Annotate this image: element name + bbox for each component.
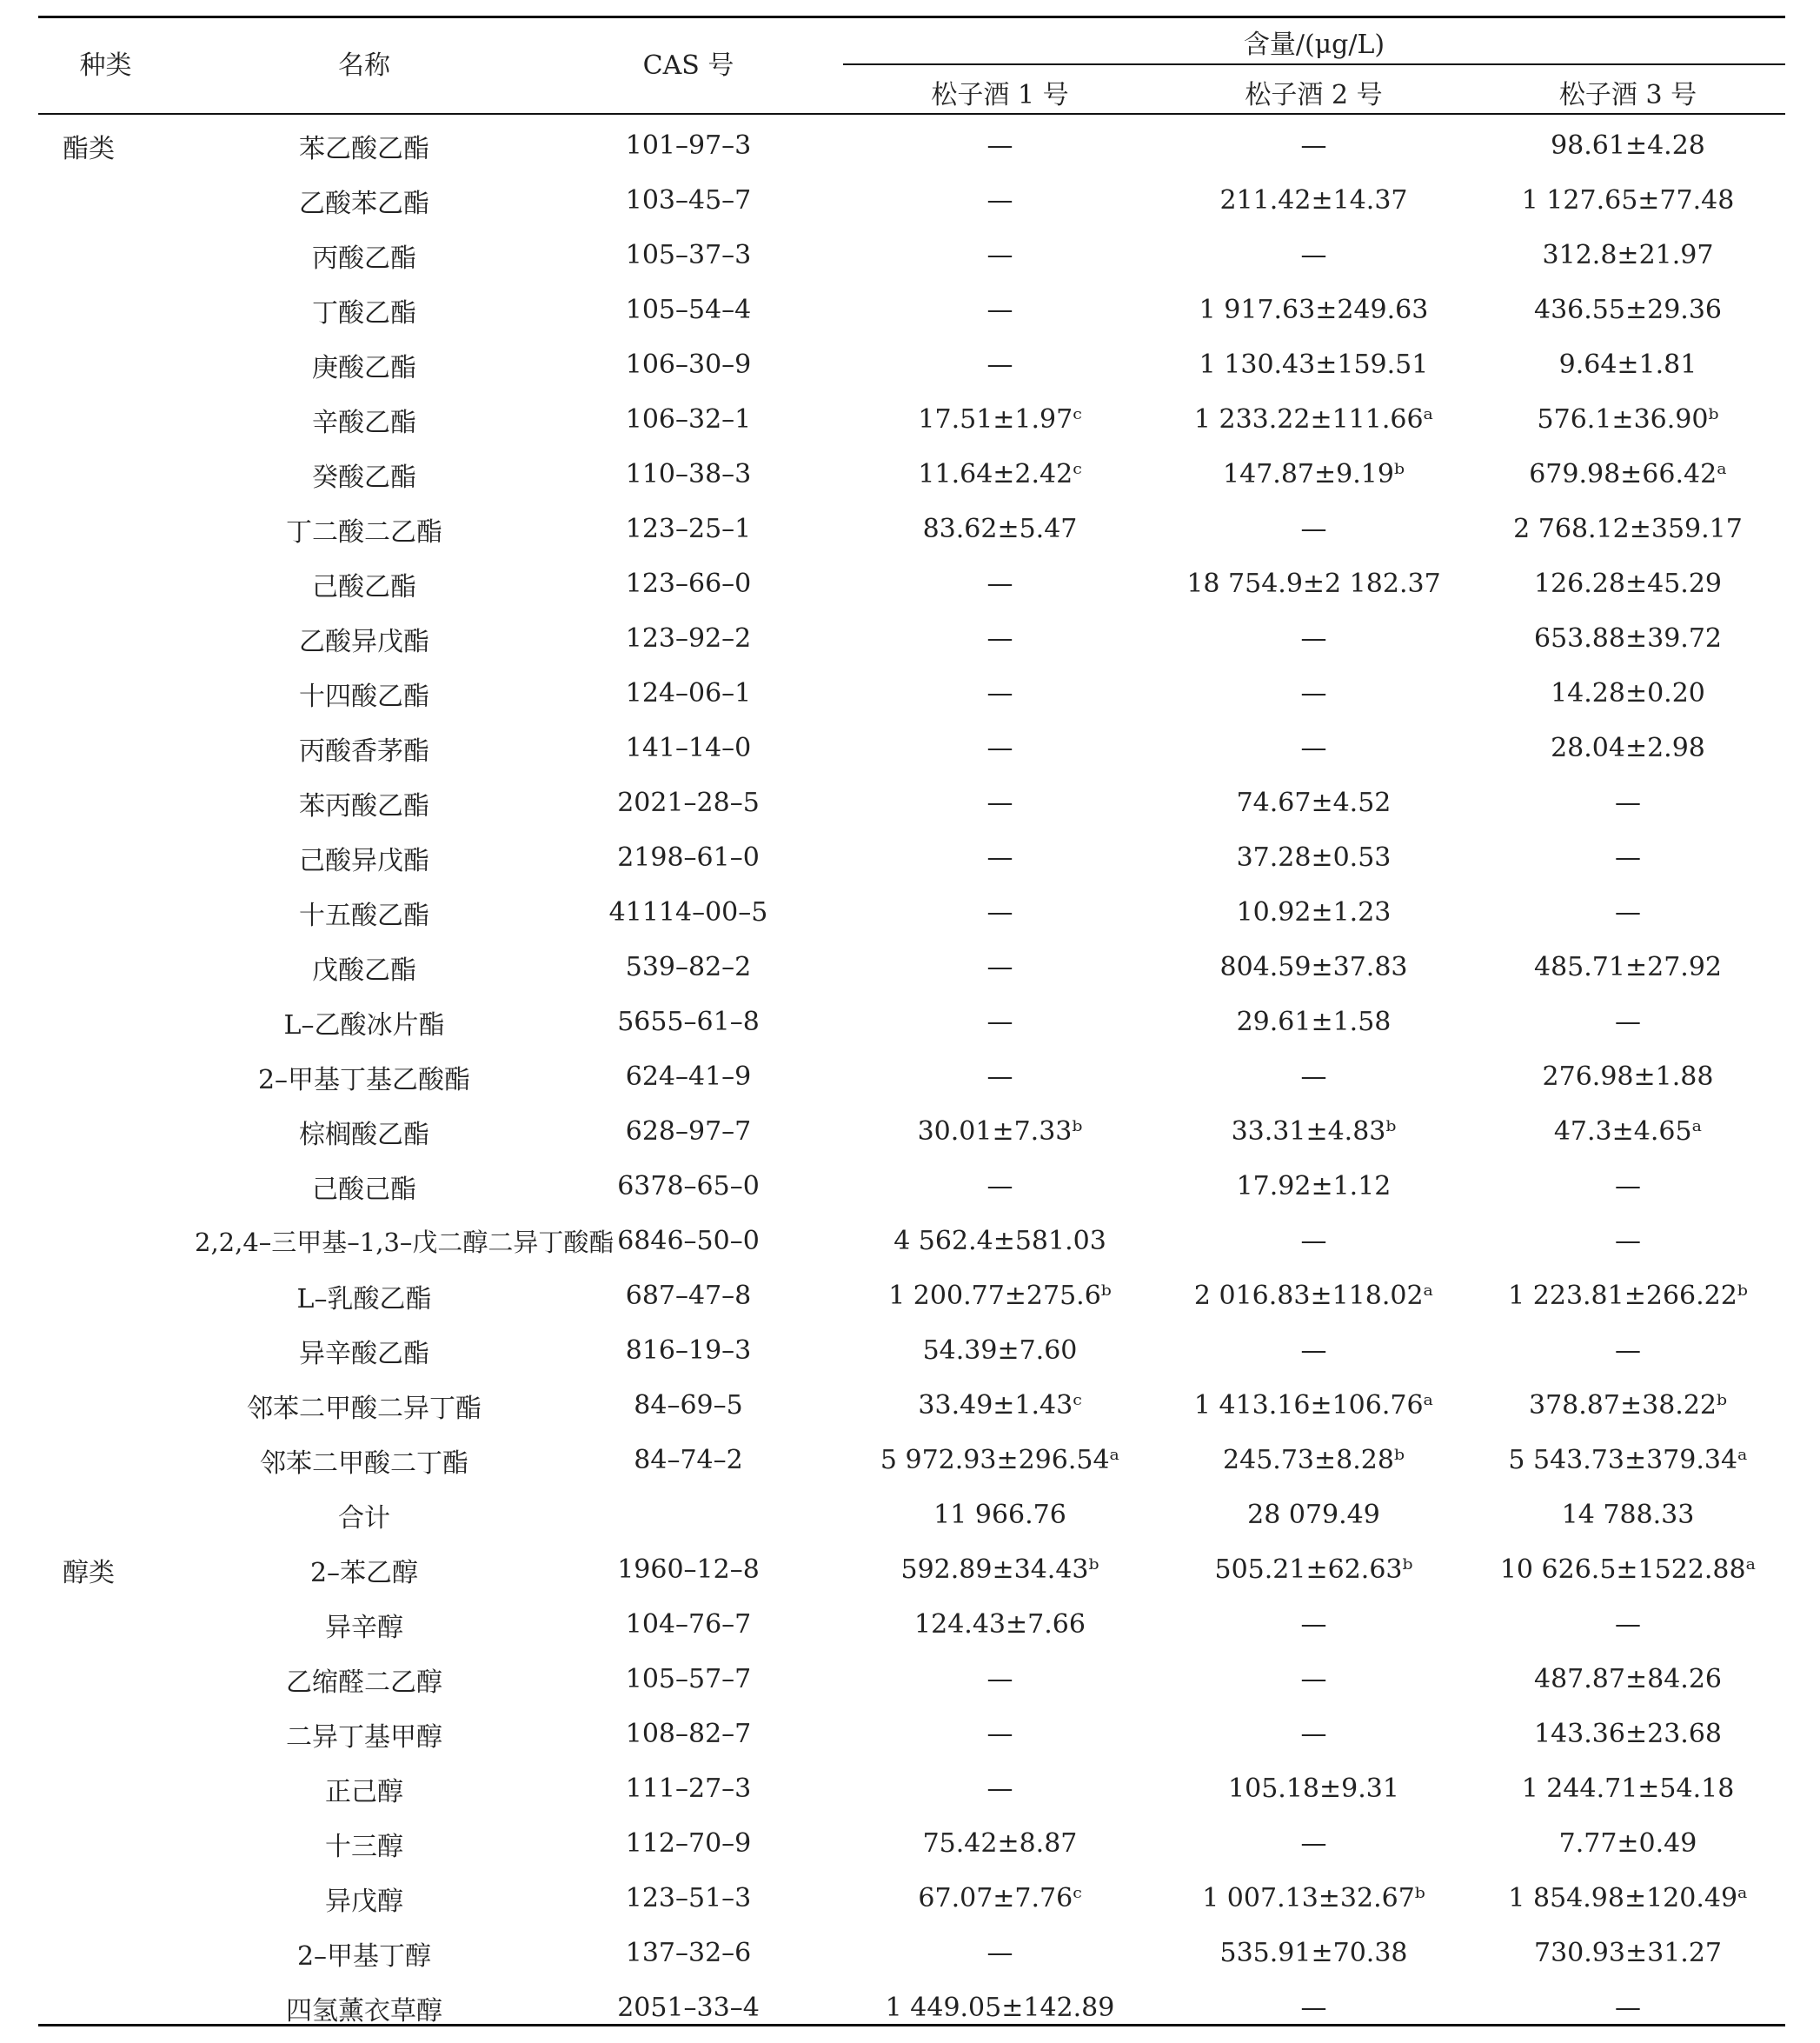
- wine-3-cell: 1 854.98±120.49ᵃ: [1508, 1883, 1748, 1913]
- table-row: [38, 1323, 1785, 1378]
- wine-2-cell: 1 917.63±249.63: [1199, 295, 1429, 325]
- wine-3-cell: 9.64±1.81: [1558, 349, 1697, 380]
- wine-1-cell: 75.42±8.87: [922, 1828, 1078, 1859]
- name-cell: 棕榈酸乙酯: [299, 1119, 429, 1150]
- table-row: [38, 1652, 1785, 1707]
- cas-cell: 5655–61–8: [617, 1007, 760, 1037]
- wine-1-cell: —: [986, 569, 1013, 599]
- wine-3-cell: 576.1±36.90ᵇ: [1537, 404, 1719, 435]
- wine-3-cell: 276.98±1.88: [1542, 1061, 1714, 1092]
- wine-1-cell: —: [986, 240, 1013, 270]
- cas-cell: 110–38–3: [625, 459, 752, 489]
- wine-3-cell: 126.28±45.29: [1534, 569, 1722, 599]
- cas-cell: 687–47–8: [625, 1281, 752, 1311]
- wine-3-cell: 14.28±0.20: [1551, 678, 1705, 709]
- wine-3-cell: 10 626.5±1522.88ᵃ: [1499, 1554, 1757, 1585]
- wine-1-cell: —: [986, 185, 1013, 216]
- wine-3-cell: —: [1615, 1993, 1641, 2023]
- cas-cell: 123–92–2: [625, 623, 752, 654]
- wine-2-cell: 74.67±4.52: [1236, 788, 1392, 818]
- table-row: [38, 666, 1785, 721]
- cas-cell: 137–32–6: [625, 1938, 752, 1968]
- wine-3-cell: 47.3±4.65ᵃ: [1553, 1116, 1703, 1147]
- wine-2-cell: 1 007.13±32.67ᵇ: [1202, 1883, 1425, 1913]
- header-name: 名称: [338, 50, 390, 81]
- table-row: [38, 1104, 1785, 1159]
- table-row: [38, 830, 1785, 885]
- table-top-rule: [38, 16, 1785, 18]
- wine-2-cell: —: [1300, 733, 1327, 763]
- wine-3-cell: —: [1615, 1335, 1641, 1366]
- cas-cell: 106–30–9: [625, 349, 752, 380]
- table-body: [38, 118, 1785, 2035]
- wine-2-cell: 10.92±1.23: [1236, 897, 1392, 928]
- table-row: [38, 447, 1785, 502]
- wine-2-cell: 2 016.83±118.02ᵃ: [1193, 1281, 1434, 1311]
- wine-2-cell: —: [1300, 1609, 1327, 1640]
- wine-3-cell: 1 127.65±77.48: [1521, 185, 1735, 216]
- name-cell: 丙酸乙酯: [312, 243, 416, 274]
- wine-2-cell: 105.18±9.31: [1228, 1773, 1399, 1804]
- cas-cell: 624–41–9: [625, 1061, 752, 1092]
- cas-cell: 103–45–7: [625, 185, 752, 216]
- table-row: [38, 611, 1785, 666]
- name-cell: 己酸乙酯: [312, 571, 416, 602]
- wine-3-cell: 143.36±23.68: [1534, 1719, 1722, 1749]
- wine-1-cell: —: [986, 842, 1013, 873]
- table-row: [38, 556, 1785, 611]
- wine-1-cell: 5 972.93±296.54ᵃ: [880, 1445, 1120, 1475]
- table-row: [38, 502, 1785, 556]
- name-cell: 乙缩醛二乙醇: [286, 1667, 442, 1698]
- wine-2-cell: —: [1300, 514, 1327, 544]
- wine-3-cell: —: [1615, 1007, 1641, 1037]
- cas-cell: 539–82–2: [625, 952, 752, 982]
- table-row: [38, 1049, 1785, 1104]
- cas-cell: 628–97–7: [625, 1116, 752, 1147]
- table-row: [38, 1926, 1785, 1980]
- cas-cell: 41114–00–5: [608, 897, 768, 928]
- name-cell: 2,2,4–三甲基–1,3–戊二醇二异丁酸酯: [195, 1228, 614, 1257]
- wine-2-cell: 1 413.16±106.76ᵃ: [1193, 1390, 1434, 1421]
- wine-2-cell: 28 079.49: [1247, 1500, 1380, 1530]
- name-cell: 苯乙酸乙酯: [299, 133, 429, 164]
- wine-2-cell: 33.31±4.83ᵇ: [1231, 1116, 1397, 1147]
- wine-3-cell: 485.71±27.92: [1534, 952, 1722, 982]
- wine-3-cell: —: [1615, 788, 1641, 818]
- wine-1-cell: —: [986, 1007, 1013, 1037]
- table-row: [38, 1871, 1785, 1926]
- wine-2-cell: —: [1300, 240, 1327, 270]
- cas-cell: 123–25–1: [625, 514, 752, 544]
- name-cell: 异辛醇: [325, 1612, 403, 1643]
- wine-2-cell: 17.92±1.12: [1236, 1171, 1392, 1201]
- name-cell: 丁酸乙酯: [312, 297, 416, 329]
- wine-1-cell: —: [986, 295, 1013, 325]
- wine-1-cell: —: [986, 897, 1013, 928]
- wine-1-cell: 30.01±7.33ᵇ: [917, 1116, 1083, 1147]
- category-cell: 醇类: [63, 1557, 115, 1588]
- wine-3-cell: —: [1615, 1171, 1641, 1201]
- wine-3-cell: 730.93±31.27: [1534, 1938, 1722, 1968]
- wine-2-cell: 804.59±37.83: [1219, 952, 1408, 982]
- cas-cell: 123–66–0: [625, 569, 752, 599]
- wine-2-cell: 1 130.43±159.51: [1199, 349, 1429, 380]
- name-cell: 2–苯乙醇: [309, 1557, 419, 1588]
- wine-1-cell: —: [986, 349, 1013, 380]
- wine-1-cell: 11.64±2.42ᶜ: [918, 459, 1082, 489]
- wine-1-cell: —: [986, 1061, 1013, 1092]
- category-cell: 酯类: [63, 133, 115, 164]
- table-row: [38, 721, 1785, 775]
- wine-3-cell: 1 244.71±54.18: [1521, 1773, 1735, 1804]
- wine-2-cell: —: [1300, 1061, 1327, 1092]
- wine-1-cell: 33.49±1.43ᶜ: [918, 1390, 1082, 1421]
- table-row: [38, 1487, 1785, 1542]
- wine-3-cell: 653.88±39.72: [1534, 623, 1722, 654]
- cas-cell: 105–57–7: [625, 1664, 752, 1694]
- name-cell: 二异丁基甲醇: [286, 1721, 442, 1753]
- wine-2-cell: —: [1300, 623, 1327, 654]
- wine-3-cell: 2 768.12±359.17: [1513, 514, 1743, 544]
- name-cell: 邻苯二甲酸二丁酯: [260, 1447, 468, 1479]
- table-row: [38, 1378, 1785, 1433]
- wine-3-cell: 14 788.33: [1561, 1500, 1695, 1530]
- name-cell: 合计: [338, 1502, 390, 1534]
- wine-2-cell: 245.73±8.28ᵇ: [1223, 1445, 1405, 1475]
- wine-2-cell: 211.42±14.37: [1219, 185, 1408, 216]
- wine-1-cell: —: [986, 1171, 1013, 1201]
- wine-1-cell: —: [986, 1938, 1013, 1968]
- wine-3-cell: —: [1615, 897, 1641, 928]
- name-cell: 十四酸乙酯: [299, 681, 429, 712]
- name-cell: 辛酸乙酯: [312, 407, 416, 438]
- wine-3-cell: —: [1615, 1609, 1641, 1640]
- table-row: [38, 775, 1785, 830]
- wine-1-cell: —: [986, 623, 1013, 654]
- cas-cell: 2021–28–5: [617, 788, 760, 818]
- cas-cell: 2198–61–0: [617, 842, 760, 873]
- wine-3-cell: 5 543.73±379.34ᵃ: [1508, 1445, 1748, 1475]
- wine-3-cell: 28.04±2.98: [1551, 733, 1705, 763]
- cas-cell: 1960–12–8: [617, 1554, 760, 1585]
- wine-2-cell: —: [1300, 1664, 1327, 1694]
- wine-1-cell: 124.43±7.66: [914, 1609, 1086, 1640]
- table-row: [38, 995, 1785, 1049]
- name-cell: 戊酸乙酯: [312, 955, 416, 986]
- name-cell: 正己醇: [325, 1776, 403, 1807]
- header-content: 含量/(μg/L): [1243, 30, 1385, 60]
- wine-2-cell: —: [1300, 1993, 1327, 2023]
- header-cas: CAS 号: [642, 50, 734, 81]
- cas-cell: 816–19–3: [625, 1335, 752, 1366]
- wine-2-cell: —: [1300, 1719, 1327, 1749]
- header-wine-2: 松子酒 2 号: [1245, 80, 1383, 110]
- cas-cell: 108–82–7: [625, 1719, 752, 1749]
- cas-cell: 141–14–0: [625, 733, 752, 763]
- name-cell: 丙酸香茅酯: [299, 735, 429, 767]
- wine-2-cell: 37.28±0.53: [1236, 842, 1392, 873]
- table-row: [38, 940, 1785, 995]
- wine-2-cell: 29.61±1.58: [1236, 1007, 1392, 1037]
- name-cell: 苯丙酸乙酯: [299, 790, 429, 822]
- wine-2-cell: —: [1300, 1828, 1327, 1859]
- wine-1-cell: 11 966.76: [933, 1500, 1066, 1530]
- table-row: [38, 1707, 1785, 1761]
- name-cell: 丁二酸二乙酯: [286, 516, 442, 548]
- table-row: [38, 392, 1785, 447]
- wine-1-cell: 83.62±5.47: [922, 514, 1078, 544]
- cas-cell: 101–97–3: [625, 130, 752, 161]
- table-row: [38, 283, 1785, 337]
- wine-1-cell: 54.39±7.60: [922, 1335, 1078, 1366]
- wine-3-cell: 98.61±4.28: [1551, 130, 1705, 161]
- table-row: [38, 1761, 1785, 1816]
- wine-2-cell: 1 233.22±111.66ᵃ: [1193, 404, 1434, 435]
- name-cell: 乙酸异戊酯: [299, 626, 429, 657]
- wine-2-cell: —: [1300, 130, 1327, 161]
- wine-3-cell: 312.8±21.97: [1542, 240, 1714, 270]
- cas-cell: 6846–50–0: [617, 1226, 760, 1256]
- table-row: [38, 1542, 1785, 1597]
- table-subheader-rule: [843, 63, 1785, 65]
- cas-cell: 112–70–9: [625, 1828, 752, 1859]
- wine-1-cell: —: [986, 678, 1013, 709]
- name-cell: 异辛酸乙酯: [299, 1338, 429, 1369]
- table-row: [38, 1433, 1785, 1487]
- wine-2-cell: 18 754.9±2 182.37: [1186, 569, 1441, 599]
- cas-cell: 123–51–3: [625, 1883, 752, 1913]
- table-row: [38, 1268, 1785, 1323]
- wine-1-cell: 67.07±7.76ᶜ: [918, 1883, 1082, 1913]
- cas-cell: 124–06–1: [625, 678, 752, 709]
- table-row: [38, 1214, 1785, 1268]
- wine-1-cell: —: [986, 1719, 1013, 1749]
- cas-cell: 106–32–1: [625, 404, 752, 435]
- wine-2-cell: —: [1300, 678, 1327, 709]
- wine-2-cell: —: [1300, 1335, 1327, 1366]
- name-cell: 癸酸乙酯: [312, 462, 416, 493]
- wine-3-cell: 1 223.81±266.22ᵇ: [1508, 1281, 1748, 1311]
- wine-3-cell: 436.55±29.36: [1534, 295, 1722, 325]
- wine-2-cell: 535.91±70.38: [1219, 1938, 1408, 1968]
- name-cell: 异戊醇: [325, 1886, 403, 1917]
- name-cell: 十三醇: [325, 1831, 403, 1862]
- cas-cell: 2051–33–4: [617, 1993, 760, 2023]
- wine-1-cell: 4 562.4±581.03: [893, 1226, 1106, 1256]
- wine-1-cell: —: [986, 788, 1013, 818]
- name-cell: 己酸异戊酯: [299, 845, 429, 876]
- wine-1-cell: —: [986, 952, 1013, 982]
- header-category: 种类: [79, 50, 132, 81]
- cas-cell: 84–69–5: [634, 1390, 743, 1421]
- table-row: [38, 885, 1785, 940]
- wine-1-cell: 1 449.05±142.89: [885, 1993, 1115, 2023]
- wine-1-cell: —: [986, 130, 1013, 161]
- wine-1-cell: —: [986, 1664, 1013, 1694]
- name-cell: 庚酸乙酯: [312, 352, 416, 383]
- name-cell: 己酸己酯: [312, 1174, 416, 1205]
- name-cell: 乙酸苯乙酯: [299, 188, 429, 219]
- wine-1-cell: 1 200.77±275.6ᵇ: [888, 1281, 1112, 1311]
- wine-2-cell: 147.87±9.19ᵇ: [1223, 459, 1405, 489]
- wine-3-cell: 378.87±38.22ᵇ: [1529, 1390, 1727, 1421]
- wine-1-cell: —: [986, 733, 1013, 763]
- name-cell: L–乙酸冰片酯: [283, 1009, 445, 1041]
- wine-2-cell: 505.21±62.63ᵇ: [1214, 1554, 1413, 1585]
- name-cell: 邻苯二甲酸二异丁酯: [247, 1393, 482, 1424]
- table-row: [38, 1816, 1785, 1871]
- wine-3-cell: —: [1615, 1226, 1641, 1256]
- wine-3-cell: 7.77±0.49: [1558, 1828, 1697, 1859]
- cas-cell: 6378–65–0: [617, 1171, 760, 1201]
- wine-1-cell: 592.89±34.43ᵇ: [900, 1554, 1099, 1585]
- table-row: [38, 228, 1785, 283]
- table-row: [38, 1980, 1785, 2035]
- table-row: [38, 1597, 1785, 1652]
- name-cell: 四氢薰衣草醇: [286, 1995, 442, 2026]
- wine-2-cell: —: [1300, 1226, 1327, 1256]
- name-cell: 十五酸乙酯: [299, 900, 429, 931]
- table-row: [38, 337, 1785, 392]
- header-wine-3: 松子酒 3 号: [1558, 80, 1697, 110]
- wine-3-cell: —: [1615, 842, 1641, 873]
- wine-1-cell: —: [986, 1773, 1013, 1804]
- table-header-rule: [38, 113, 1785, 115]
- wine-3-cell: 679.98±66.42ᵃ: [1529, 459, 1727, 489]
- cas-cell: 84–74–2: [634, 1445, 743, 1475]
- header-wine-1: 松子酒 1 号: [931, 80, 1069, 110]
- table-row: [38, 1159, 1785, 1214]
- name-cell: 2–甲基丁基乙酸酯: [257, 1064, 471, 1095]
- cas-cell: 111–27–3: [625, 1773, 752, 1804]
- wine-3-cell: 487.87±84.26: [1534, 1664, 1722, 1694]
- cas-cell: 104–76–7: [625, 1609, 752, 1640]
- name-cell: 2–甲基丁醇: [296, 1940, 432, 1972]
- table-row: [38, 118, 1785, 173]
- wine-1-cell: 17.51±1.97ᶜ: [918, 404, 1082, 435]
- table-row: [38, 173, 1785, 228]
- name-cell: L–乳酸乙酯: [296, 1283, 432, 1314]
- cas-cell: 105–54–4: [625, 295, 752, 325]
- cas-cell: 105–37–3: [625, 240, 752, 270]
